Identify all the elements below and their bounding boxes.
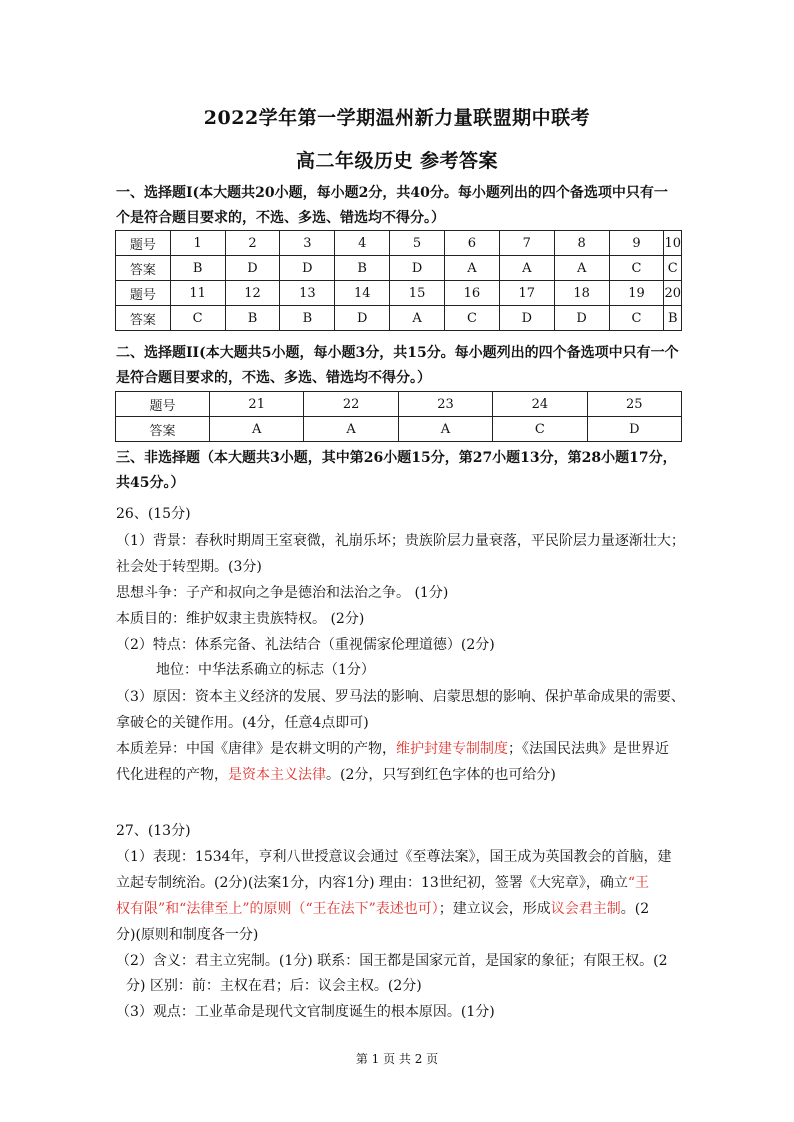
table-cell: A [304,417,398,442]
q26-line: 本质目的：维护奴隶主贵族特权。 (2分) [116,611,365,627]
q26-line: 思想斗争：子产和叔向之争是德治和法治之争。 (1分) [116,585,449,601]
table-cell: C [664,256,682,281]
row-label: 题号 [116,281,171,306]
table-cell: A [499,256,554,281]
q26-heading: 26、(15分) [116,506,191,522]
section1-heading: 一、选择题I(本大题共20小题，每小题2分，共40分。每小题列出的四个备选项中只有一 个是符合题目要求的，不选、多选、错选均不得分。） [116,185,668,226]
table-cell: C [609,256,664,281]
row-label: 题号 [116,392,210,417]
table-cell: B [335,256,390,281]
table-row [116,417,682,442]
table-row [116,231,682,256]
q26-line: 代化进程的产物，是资本主义法律。(2分，只写到红色字体的也可给分) [116,767,556,783]
exam-title: 2022学年第一学期温州新力量联盟期中联考 [203,107,591,129]
table-cell: D [280,256,335,281]
table-cell: C [445,306,500,331]
table-cell: D [554,306,609,331]
table-cell: 13 [280,281,335,306]
section2-answer-table [115,391,682,442]
q27-heading: 27、(13分) [116,823,191,839]
page-footer: 第 1 页 共 2 页 [355,1052,439,1066]
table-cell: B [170,256,225,281]
table-cell: 19 [609,281,664,306]
q27-line: 权有限”和“法律至上”的原则（“王在法下”表述也可）；建立议会，形成议会君主制。(2 [116,901,650,917]
table-cell: 1 [170,231,225,256]
table-cell: 10 [664,231,682,256]
table-cell: 14 [335,281,390,306]
table-cell: 3 [280,231,335,256]
row-label: 答案 [116,306,171,331]
highlight-text: “王 [627,875,650,891]
table-cell: 6 [445,231,500,256]
q27-line: 分) 区别：前：主权在君；后：议会主权。(2分) [126,978,422,994]
table-cell: D [390,256,445,281]
table-cell: D [335,306,390,331]
table-cell: A [210,417,304,442]
section3-heading: 三、非选择题（本大题共3小题，其中第26小题15分，第27小题13分，第28小题17分， 共45分。） [116,450,677,491]
q27-line: （3）观点：工业革命是现代文官制度诞生的根本原因。(1分) [116,1004,495,1020]
section1-answer-table [115,230,682,331]
highlight-text: 权有限”和“法律至上”的原则（“王在法下”表述也可） [116,901,439,917]
table-cell: 25 [587,392,681,417]
table-cell: 8 [554,231,609,256]
table-cell: B [280,306,335,331]
table-cell: A [390,306,445,331]
q27-line: （2）含义：君主立宪制。(1分) 联系：国王都是国家元首，是国家的象征；有限王权。(2 [116,953,668,969]
table-cell: 22 [304,392,398,417]
table-cell: B [664,306,682,331]
table-cell: D [225,256,280,281]
table-cell: 20 [664,281,682,306]
table-cell: 5 [390,231,445,256]
table-cell: 17 [499,281,554,306]
table-cell: A [554,256,609,281]
table-cell: 7 [499,231,554,256]
q27-line: 立起专制统治。(2分)(法案1分，内容1分) 理由：13世纪初，签署《大宪章》，确立“王 [116,875,650,891]
table-cell: D [587,417,681,442]
table-cell: C [493,417,587,442]
q26-line: （1）背景：春秋时期周王室衰微，礼崩乐坏；贵族阶层力量衰落，平民阶层力量逐渐壮大； [116,533,685,549]
table-cell: 23 [398,392,492,417]
table-cell: 16 [445,281,500,306]
table-cell: B [225,306,280,331]
q26-line: 拿破仑的关键作用。(4分，任意4点即可) [116,715,369,731]
table-cell: A [398,417,492,442]
table-cell: 4 [335,231,390,256]
table-cell: C [609,306,664,331]
table-cell: 24 [493,392,587,417]
row-label: 题号 [116,231,171,256]
highlight-text: 维护封建专制制度 [396,741,508,757]
highlight-text: 议会君主制 [550,901,621,917]
table-cell: 11 [170,281,225,306]
table-row [116,256,682,281]
row-label: 答案 [116,256,171,281]
table-cell: C [170,306,225,331]
table-cell: 21 [210,392,304,417]
row-label: 答案 [116,417,210,442]
table-cell: 18 [554,281,609,306]
table-cell: 2 [225,231,280,256]
table-row [116,392,682,417]
section2-heading: 二、选择题II(本大题共5小题，每小题3分，共15分。每小题列出的四个备选项中只有一个 是符合题目要求的，不选、多选、错选均不得分。） [116,345,679,386]
table-row [116,281,682,306]
answer-key-subtitle: 高二年级历史 参考答案 [295,150,499,172]
q27-line: （1）表现：1534年，亨利八世授意议会通过《至尊法案》，国王成为英国教会的首脑，建 [116,849,672,865]
table-cell: D [499,306,554,331]
table-cell: 12 [225,281,280,306]
highlight-text: 是资本主义法律 [228,767,326,783]
table-cell: 9 [609,231,664,256]
q26-line: （2）特点：体系完备、礼法结合（重视儒家伦理道德）(2分) [116,637,495,653]
q26-line: （3）原因：资本主义经济的发展、罗马法的影响、启蒙思想的影响、保护革命成果的需要、 [116,689,685,705]
table-cell: 15 [390,281,445,306]
table-row [116,306,682,331]
q26-line: 社会处于转型期。(3分) [116,559,262,575]
q26-line: 地位：中华法系确立的标志（1分） [156,662,375,678]
table-cell: A [445,256,500,281]
q27-line: 分)(原则和制度各一分) [116,927,259,943]
q26-line: 本质差异：中国《唐律》是农耕文明的产物，维护封建专制制度；《法国民法典》是世界近 [116,741,669,757]
